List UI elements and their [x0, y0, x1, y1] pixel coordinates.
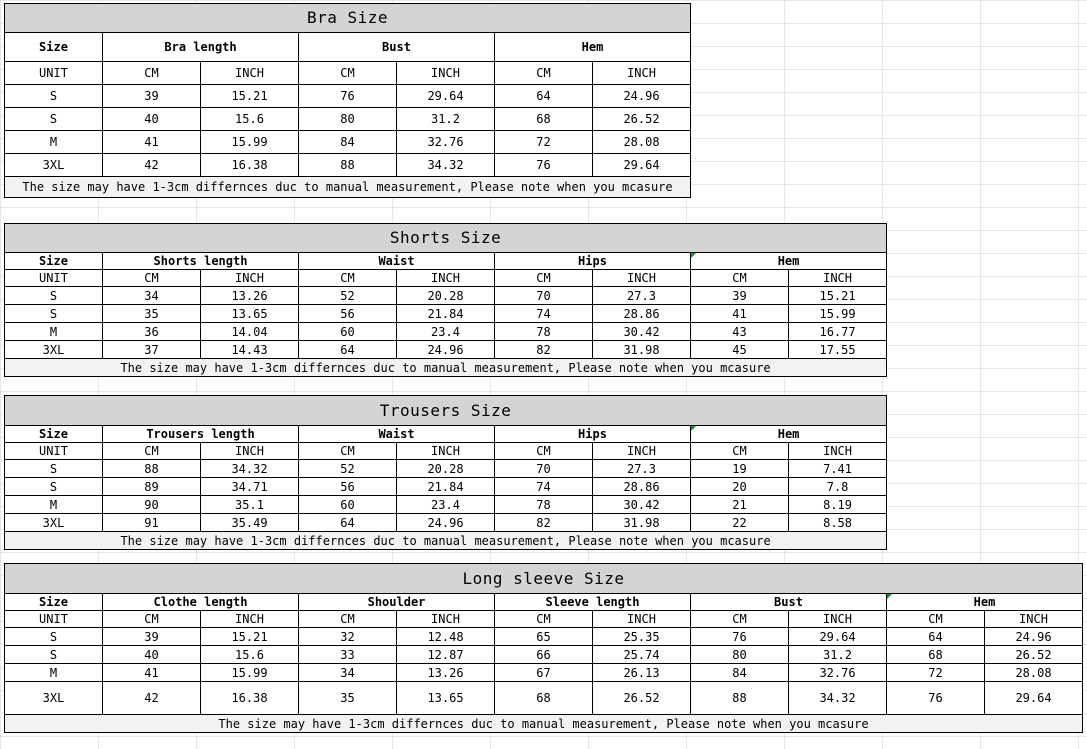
value-cell: 22 [691, 514, 789, 532]
size-cell: M [5, 131, 103, 154]
table-title: Long sleeve Size [5, 564, 1083, 594]
value-cell: 28.08 [985, 664, 1083, 682]
value-cell: 8.19 [789, 496, 887, 514]
value-cell: 89 [103, 478, 201, 496]
value-cell: 76 [691, 628, 789, 646]
unit-cell: INCH [593, 611, 691, 628]
value-cell: 43 [691, 323, 789, 341]
value-cell: 41 [103, 131, 201, 154]
table-row [5, 131, 691, 154]
value-cell: 31.2 [789, 646, 887, 664]
value-cell: 29.64 [397, 85, 495, 108]
table-row [5, 664, 1083, 682]
table-title: Bra Size [5, 4, 691, 33]
value-cell: 56 [299, 478, 397, 496]
value-cell: 30.42 [593, 496, 691, 514]
value-cell: 34 [103, 287, 201, 305]
unit-cell: INCH [201, 270, 299, 287]
unit-cell: CM [299, 611, 397, 628]
table-row [5, 646, 1083, 664]
value-cell: 28.86 [593, 305, 691, 323]
value-cell: 84 [299, 131, 397, 154]
title-row [5, 564, 1083, 594]
unit-cell: CM [299, 270, 397, 287]
value-cell: 39 [103, 85, 201, 108]
size-header: Size [5, 253, 103, 270]
unit-cell: INCH [397, 62, 495, 85]
measure-header: Waist [299, 253, 495, 270]
value-cell: 68 [495, 108, 593, 131]
value-cell: 15.21 [201, 85, 299, 108]
value-cell: 16.38 [201, 682, 299, 715]
note-row [5, 177, 691, 198]
size-cell: M [5, 496, 103, 514]
value-cell: 26.52 [593, 682, 691, 715]
value-cell: 42 [103, 682, 201, 715]
value-cell: 26.52 [985, 646, 1083, 664]
value-cell: 67 [495, 664, 593, 682]
value-cell: 23.4 [397, 323, 495, 341]
value-cell: 13.65 [397, 682, 495, 715]
value-cell: 35 [299, 682, 397, 715]
value-cell: 72 [887, 664, 985, 682]
unit-cell: CM [495, 611, 593, 628]
value-cell: 68 [495, 682, 593, 715]
unit-row [5, 611, 1083, 628]
value-cell: 14.04 [201, 323, 299, 341]
unit-cell: CM [495, 270, 593, 287]
size-cell: S [5, 646, 103, 664]
value-cell: 27.3 [593, 287, 691, 305]
value-cell: 26.13 [593, 664, 691, 682]
note-row [5, 532, 887, 550]
table-row [5, 682, 1083, 715]
value-cell: 12.48 [397, 628, 495, 646]
size-cell: S [5, 85, 103, 108]
value-cell: 34.32 [201, 460, 299, 478]
measure-header: Hem [691, 426, 887, 443]
value-cell: 34.71 [201, 478, 299, 496]
value-cell: 45 [691, 341, 789, 359]
value-cell: 66 [495, 646, 593, 664]
unit-cell: CM [495, 62, 593, 85]
value-cell: 88 [691, 682, 789, 715]
value-cell: 32.76 [397, 131, 495, 154]
value-cell: 72 [495, 131, 593, 154]
size-cell: S [5, 628, 103, 646]
value-cell: 88 [103, 460, 201, 478]
unit-cell: INCH [201, 443, 299, 460]
value-cell: 20 [691, 478, 789, 496]
value-cell: 20.28 [397, 460, 495, 478]
table-row [5, 341, 887, 359]
value-cell: 34 [299, 664, 397, 682]
measure-header: Shoulder [299, 594, 495, 611]
value-cell: 40 [103, 108, 201, 131]
value-cell: 26.52 [593, 108, 691, 131]
table-row [5, 514, 887, 532]
table-row [5, 85, 691, 108]
value-cell: 52 [299, 460, 397, 478]
size-cell: 3XL [5, 341, 103, 359]
value-cell: 80 [299, 108, 397, 131]
value-cell: 76 [887, 682, 985, 715]
value-cell: 76 [495, 154, 593, 177]
value-cell: 65 [495, 628, 593, 646]
value-cell: 70 [495, 460, 593, 478]
value-cell: 78 [495, 496, 593, 514]
note-row [5, 715, 1083, 733]
header-row [5, 426, 887, 443]
value-cell: 15.21 [201, 628, 299, 646]
measure-header: Bra length [103, 33, 299, 62]
measure-header: Hem [691, 253, 887, 270]
unit-cell: INCH [789, 443, 887, 460]
header-row [5, 253, 887, 270]
value-cell: 41 [691, 305, 789, 323]
value-cell: 13.26 [201, 287, 299, 305]
size-cell: S [5, 287, 103, 305]
measurement-note: The size may have 1-3cm differnces duc to manual measurement, Please note when you mcasure [5, 177, 691, 198]
value-cell: 31.98 [593, 341, 691, 359]
unit-cell: INCH [201, 611, 299, 628]
value-cell: 76 [299, 85, 397, 108]
unit-cell: CM [691, 270, 789, 287]
unit-label: UNIT [5, 270, 103, 287]
size-cell: 3XL [5, 154, 103, 177]
unit-cell: INCH [201, 62, 299, 85]
unit-cell: CM [103, 270, 201, 287]
size-header: Size [5, 594, 103, 611]
value-cell: 12.87 [397, 646, 495, 664]
unit-cell: CM [495, 443, 593, 460]
value-cell: 60 [299, 323, 397, 341]
measure-header: Bust [691, 594, 887, 611]
value-cell: 31.2 [397, 108, 495, 131]
value-cell: 13.65 [201, 305, 299, 323]
value-cell: 52 [299, 287, 397, 305]
measure-header: Hips [495, 426, 691, 443]
value-cell: 82 [495, 341, 593, 359]
unit-cell: CM [691, 611, 789, 628]
note-row [5, 359, 887, 377]
unit-label: UNIT [5, 62, 103, 85]
size-cell: M [5, 323, 103, 341]
value-cell: 20.28 [397, 287, 495, 305]
unit-cell: CM [103, 611, 201, 628]
value-cell: 82 [495, 514, 593, 532]
measure-header: Clothe length [103, 594, 299, 611]
shorts-size-table [4, 223, 887, 377]
value-cell: 64 [887, 628, 985, 646]
unit-cell: INCH [789, 270, 887, 287]
size-header: Size [5, 426, 103, 443]
value-cell: 7.41 [789, 460, 887, 478]
value-cell: 56 [299, 305, 397, 323]
value-cell: 70 [495, 287, 593, 305]
value-cell: 35 [103, 305, 201, 323]
value-cell: 32 [299, 628, 397, 646]
value-cell: 37 [103, 341, 201, 359]
measure-header: Sleeve length [495, 594, 691, 611]
value-cell: 39 [103, 628, 201, 646]
value-cell: 64 [495, 85, 593, 108]
value-cell: 15.99 [789, 305, 887, 323]
table-row [5, 287, 887, 305]
size-cell: 3XL [5, 682, 103, 715]
value-cell: 8.58 [789, 514, 887, 532]
value-cell: 36 [103, 323, 201, 341]
value-cell: 33 [299, 646, 397, 664]
value-cell: 15.99 [201, 131, 299, 154]
value-cell: 15.6 [201, 646, 299, 664]
value-cell: 88 [299, 154, 397, 177]
value-cell: 68 [887, 646, 985, 664]
unit-cell: CM [103, 443, 201, 460]
value-cell: 40 [103, 646, 201, 664]
trousers-size-table [4, 395, 887, 550]
title-row [5, 4, 691, 33]
value-cell: 17.55 [789, 341, 887, 359]
value-cell: 32.76 [789, 664, 887, 682]
value-cell: 24.96 [593, 85, 691, 108]
value-cell: 90 [103, 496, 201, 514]
unit-cell: INCH [397, 443, 495, 460]
value-cell: 64 [299, 341, 397, 359]
table-title: Trousers Size [5, 396, 887, 426]
size-cell: S [5, 478, 103, 496]
size-cell: S [5, 108, 103, 131]
value-cell: 14.43 [201, 341, 299, 359]
table-title: Shorts Size [5, 224, 887, 253]
value-cell: 25.74 [593, 646, 691, 664]
table-row [5, 628, 1083, 646]
value-cell: 29.64 [593, 154, 691, 177]
value-cell: 31.98 [593, 514, 691, 532]
value-cell: 60 [299, 496, 397, 514]
measure-header: Shorts length [103, 253, 299, 270]
value-cell: 28.86 [593, 478, 691, 496]
long-sleeve-size-table [4, 563, 1083, 733]
value-cell: 25.35 [593, 628, 691, 646]
table-row [5, 154, 691, 177]
measure-header: Hem [495, 33, 691, 62]
unit-label: UNIT [5, 443, 103, 460]
value-cell: 34.32 [789, 682, 887, 715]
size-cell: S [5, 305, 103, 323]
value-cell: 74 [495, 478, 593, 496]
table-row [5, 478, 887, 496]
unit-cell: INCH [789, 611, 887, 628]
value-cell: 16.38 [201, 154, 299, 177]
unit-row [5, 62, 691, 85]
unit-cell: INCH [985, 611, 1083, 628]
measure-header: Bust [299, 33, 495, 62]
header-row [5, 594, 1083, 611]
value-cell: 29.64 [985, 682, 1083, 715]
title-row [5, 224, 887, 253]
value-cell: 24.96 [985, 628, 1083, 646]
unit-cell: INCH [593, 443, 691, 460]
value-cell: 39 [691, 287, 789, 305]
unit-cell: CM [299, 62, 397, 85]
value-cell: 15.99 [201, 664, 299, 682]
value-cell: 27.3 [593, 460, 691, 478]
size-cell: M [5, 664, 103, 682]
header-row [5, 33, 691, 62]
value-cell: 23.4 [397, 496, 495, 514]
value-cell: 15.6 [201, 108, 299, 131]
value-cell: 42 [103, 154, 201, 177]
size-cell: 3XL [5, 514, 103, 532]
value-cell: 74 [495, 305, 593, 323]
table-row [5, 305, 887, 323]
value-cell: 21.84 [397, 305, 495, 323]
value-cell: 84 [691, 664, 789, 682]
unit-cell: CM [103, 62, 201, 85]
measure-header: Waist [299, 426, 495, 443]
unit-cell: INCH [593, 270, 691, 287]
unit-cell: CM [887, 611, 985, 628]
title-row [5, 396, 887, 426]
measure-header: Hips [495, 253, 691, 270]
unit-cell: INCH [397, 611, 495, 628]
value-cell: 21 [691, 496, 789, 514]
size-cell: S [5, 460, 103, 478]
value-cell: 15.21 [789, 287, 887, 305]
value-cell: 24.96 [397, 514, 495, 532]
value-cell: 21.84 [397, 478, 495, 496]
value-cell: 91 [103, 514, 201, 532]
value-cell: 41 [103, 664, 201, 682]
measurement-note: The size may have 1-3cm differnces duc to manual measurement, Please note when you mcasure [5, 532, 887, 550]
value-cell: 80 [691, 646, 789, 664]
unit-cell: INCH [397, 270, 495, 287]
value-cell: 30.42 [593, 323, 691, 341]
unit-cell: CM [299, 443, 397, 460]
table-row [5, 460, 887, 478]
unit-row [5, 270, 887, 287]
value-cell: 24.96 [397, 341, 495, 359]
unit-cell: CM [691, 443, 789, 460]
value-cell: 35.1 [201, 496, 299, 514]
table-row [5, 108, 691, 131]
unit-label: UNIT [5, 611, 103, 628]
value-cell: 35.49 [201, 514, 299, 532]
unit-row [5, 443, 887, 460]
measure-header: Trousers length [103, 426, 299, 443]
value-cell: 19 [691, 460, 789, 478]
value-cell: 78 [495, 323, 593, 341]
table-row [5, 323, 887, 341]
value-cell: 7.8 [789, 478, 887, 496]
value-cell: 16.77 [789, 323, 887, 341]
size-header: Size [5, 33, 103, 62]
measure-header: Hem [887, 594, 1083, 611]
measurement-note: The size may have 1-3cm differnces duc to manual measurement, Please note when you mcasure [5, 715, 1083, 733]
value-cell: 28.08 [593, 131, 691, 154]
bra-size-table [4, 3, 691, 198]
measurement-note: The size may have 1-3cm differnces duc to manual measurement, Please note when you mcasure [5, 359, 887, 377]
value-cell: 29.64 [789, 628, 887, 646]
value-cell: 34.32 [397, 154, 495, 177]
value-cell: 13.26 [397, 664, 495, 682]
unit-cell: INCH [593, 62, 691, 85]
table-row [5, 496, 887, 514]
value-cell: 64 [299, 514, 397, 532]
